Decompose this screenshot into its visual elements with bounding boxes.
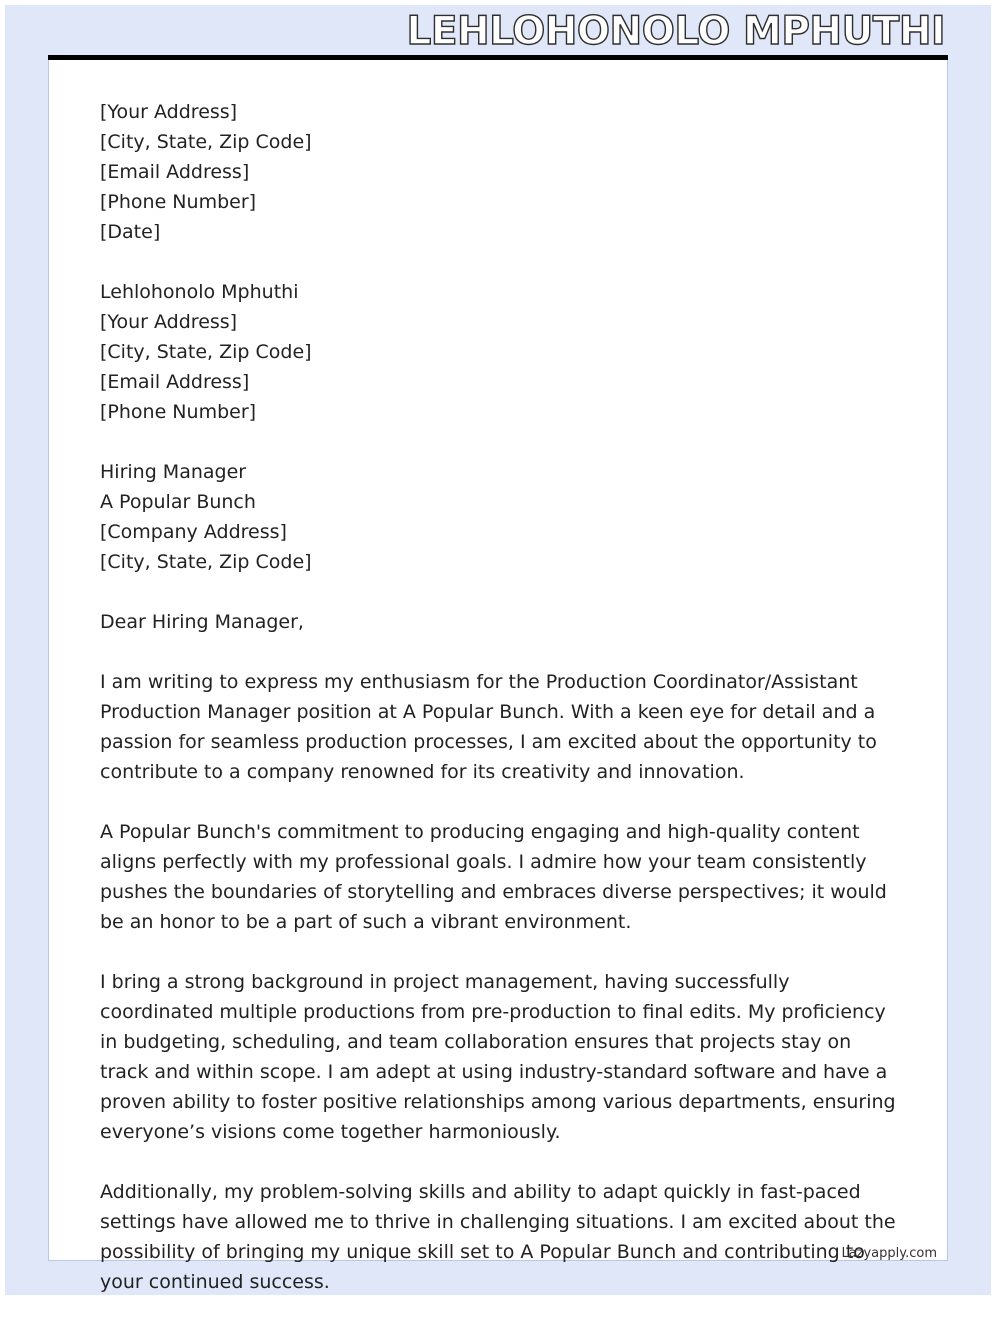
cover-letter-body [100, 97, 900, 1327]
salutation: Dear Hiring Manager, [100, 611, 304, 633]
sender-email: [Email Address] [100, 161, 250, 183]
applicant-block [100, 277, 900, 427]
applicant-city-state-zip: [City, State, Zip Code] [100, 341, 312, 363]
applicant-name: Lehlohonolo Mphuthi [100, 281, 299, 303]
recipient-company: A Popular Bunch [100, 491, 256, 513]
sender-city-state-zip: [City, State, Zip Code] [100, 131, 312, 153]
watermark-text: Lazyapply.com [841, 1246, 937, 1261]
applicant-name-heading: LEHLOHONOLO MPHUTHI [406, 9, 945, 54]
applicant-address: [Your Address] [100, 311, 238, 333]
recipient-block [100, 457, 900, 577]
recipient-city-state-zip: [City, State, Zip Code] [100, 551, 312, 573]
paragraph-intro: I am writing to express my enthusiasm for the Production Coordinator/Assistant Production Manager position at A Popular Bunch. With a keen eye for detail and a passion for seamless production processes, I am excited about the opportunity to contribute to a company renowned for its creativity and innovation. [100, 671, 877, 783]
recipient-title: Hiring Manager [100, 461, 247, 483]
letter-date: [Date] [100, 221, 161, 243]
applicant-email: [Email Address] [100, 371, 250, 393]
paragraph-company-fit: A Popular Bunch's commitment to producing engaging and high-quality content aligns perfectly with my professional goals. I admire how your team consistently pushes the boundaries of storytelling and embraces diverse perspectives; it would be an honor to be a part of such a vibrant environment. [100, 821, 887, 933]
applicant-phone: [Phone Number] [100, 401, 257, 423]
sender-phone: [Phone Number] [100, 191, 257, 213]
recipient-address: [Company Address] [100, 521, 287, 543]
paragraph-skills: Additionally, my problem-solving skills and ability to adapt quickly in fast-paced settings have allowed me to thrive in challenging situations. I am excited about the possibility of bringing my unique skill set to A Popular Bunch and contributing to your continued success. [100, 1181, 896, 1293]
sender-block [100, 97, 900, 247]
paragraph-experience: I bring a strong background in project management, having successfully coordinated multiple productions from pre-production to final edits. My proficiency in budgeting, scheduling, and team collaboration ensures that projects stay on track and within scope. I am adept at using industry-standard software and have a proven ability to foster positive relationships among various departments, ensuring everyone’s visions come together harmoniously. [100, 971, 896, 1143]
sender-address: [Your Address] [100, 101, 238, 123]
